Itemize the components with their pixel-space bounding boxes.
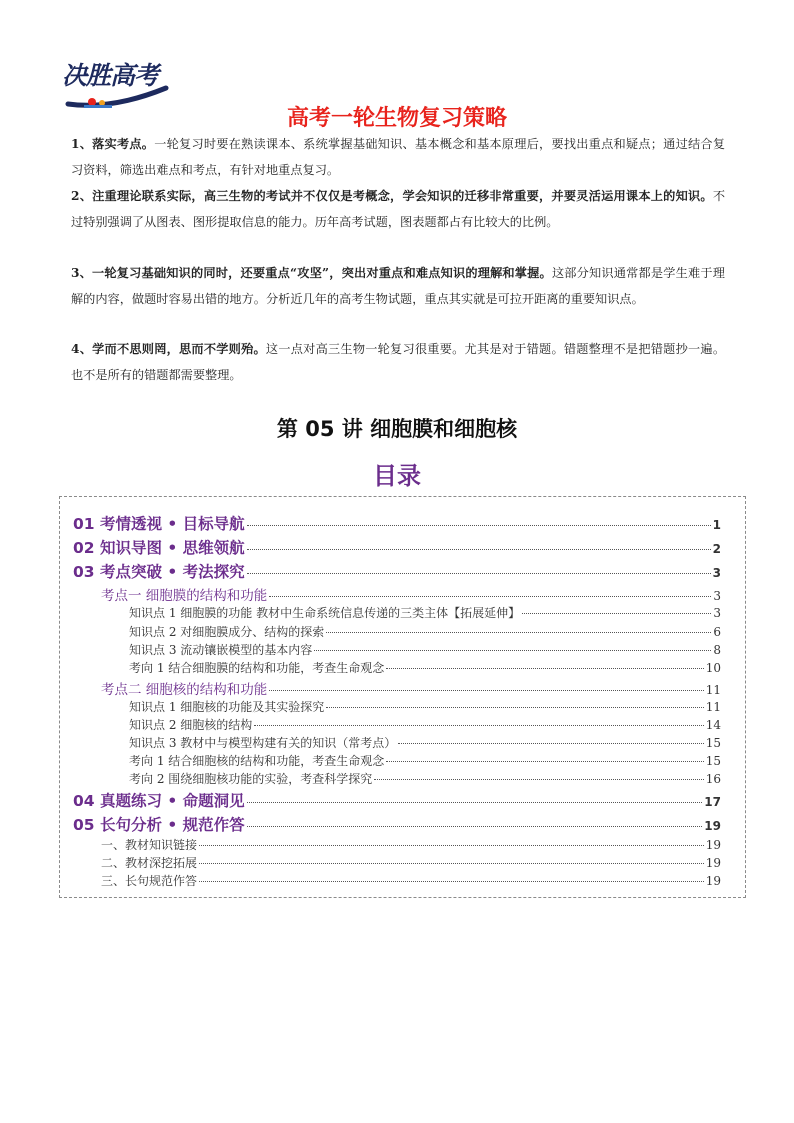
- toc-page: 19: [704, 819, 721, 833]
- toc-leader: [314, 650, 711, 651]
- toc-leader: [398, 743, 703, 744]
- toc-page: 3: [713, 606, 721, 620]
- toc-leader: [199, 863, 704, 864]
- strategy-2-text: 不过特别强调了从图表、图形提取信息的能力。历年高考试题，图表题都占有比较大的比例。: [71, 189, 725, 229]
- toc-page: 10: [705, 661, 721, 675]
- toc-label: 知识点 1 细胞膜的功能 教材中生命系统信息传递的三类主体【拓展延伸】: [129, 606, 521, 620]
- toc-leader: [247, 549, 711, 550]
- toc-entry[interactable]: [101, 872, 721, 889]
- toc-page: 19: [705, 838, 721, 852]
- toc-title: 目录: [373, 462, 421, 490]
- toc-page: 2: [712, 542, 721, 556]
- strategy-1-text: 一轮复习时要在熟读课本、系统掌握基础知识、基本概念和基本原理后，要找出重点和疑点；通过结合复习资料，筛选出难点和考点，有针对地重点复习。: [71, 137, 726, 177]
- strategy-4: [71, 337, 725, 389]
- strategy-3-text: 这部分知识通常都是学生难于理解的内容，做题时容易出错的地方。分析近几年的高考生物试题，重点其实就是可拉开距离的重要知识点。: [71, 266, 725, 306]
- toc-label: 01 考情透视 • 目标导航: [73, 515, 245, 533]
- toc-label: 考点一 细胞膜的结构和功能: [101, 588, 268, 604]
- toc-label: 一、教材知识链接: [101, 838, 198, 852]
- toc-page: 17: [704, 795, 721, 809]
- toc-entry[interactable]: [101, 836, 721, 853]
- toc-label: 二、教材深挖拓展: [101, 856, 198, 870]
- toc-entry[interactable]: [73, 512, 721, 534]
- toc-leader: [269, 596, 711, 597]
- toc-leader: [386, 761, 703, 762]
- toc-page: 11: [705, 683, 721, 697]
- toc-leader: [247, 802, 703, 803]
- toc-entry[interactable]: [129, 659, 721, 676]
- toc-page: 14: [705, 718, 721, 732]
- toc-label: 05 长句分析 • 规范作答: [73, 816, 245, 834]
- toc-entry[interactable]: [129, 641, 721, 658]
- toc-label: 知识点 3 教材中与模型构建有关的知识（常考点）: [129, 736, 397, 750]
- strategy-3: [71, 261, 725, 313]
- strategy-4-text: 这一点对高三生物一轮复习很重要。尤其是对于错题。错题整理不是把错题抄一遍。也不是所有的错题都需要整理。: [71, 342, 726, 382]
- toc-entry[interactable]: [101, 854, 721, 871]
- toc-entry[interactable]: [73, 813, 721, 835]
- toc-leader: [326, 707, 703, 708]
- logo-text: 决胜高考: [62, 61, 159, 90]
- toc-page: 11: [705, 700, 721, 714]
- toc-label: 考向 1 结合细胞膜的结构和功能，考查生命观念: [129, 661, 385, 675]
- toc-leader: [386, 668, 703, 669]
- toc-label: 知识点 3 流动镶嵌模型的基本内容: [129, 643, 313, 657]
- toc-leader: [199, 881, 704, 882]
- page-title: 高考一轮生物复习策略: [286, 106, 507, 131]
- toc-page: 1: [712, 518, 721, 532]
- toc-page: 19: [705, 874, 721, 888]
- toc-leader: [247, 525, 711, 526]
- toc-label: 知识点 1 细胞核的功能及其实验探究: [129, 700, 325, 714]
- toc-label: 知识点 2 细胞核的结构: [129, 718, 253, 732]
- toc-page: 3: [712, 566, 721, 580]
- toc-label: 04 真题练习 • 命题洞见: [73, 792, 245, 810]
- toc-page: 8: [713, 643, 721, 657]
- toc-leader: [254, 725, 703, 726]
- toc-entry[interactable]: [129, 623, 721, 640]
- toc-entry[interactable]: [73, 560, 721, 582]
- toc-label: 三、长句规范作答: [101, 874, 198, 888]
- toc-entry[interactable]: [129, 716, 721, 733]
- toc-page: 15: [705, 754, 721, 768]
- toc-entry[interactable]: [129, 734, 721, 751]
- strategy-1-bold: 1、落实考点。: [71, 137, 155, 151]
- toc-leader: [269, 690, 703, 691]
- toc-entry[interactable]: [129, 698, 721, 715]
- toc-leader: [199, 845, 704, 846]
- toc-entry[interactable]: [73, 536, 721, 558]
- toc-label: 考向 2 围绕细胞核功能的实验，考查科学探究: [129, 772, 373, 786]
- toc-page: 16: [705, 772, 721, 786]
- strategy-2: [71, 184, 725, 236]
- toc-page: 15: [705, 736, 721, 750]
- toc-label: 02 知识导图 • 思维领航: [73, 539, 245, 557]
- strategy-1: [71, 132, 725, 184]
- toc-entry[interactable]: [101, 584, 721, 604]
- strategy-3-bold: 3、一轮复习基础知识的同时，还要重点“攻坚”，突出对重点和难点知识的理解和掌握。: [71, 266, 552, 280]
- toc-page: 6: [713, 625, 721, 639]
- toc-entry[interactable]: [129, 604, 721, 621]
- toc-leader: [374, 779, 703, 780]
- toc-leader: [326, 632, 711, 633]
- toc-label: 知识点 2 对细胞膜成分、结构的探索: [129, 625, 325, 639]
- toc-page: 19: [705, 856, 721, 870]
- toc-leader: [522, 613, 711, 614]
- toc-leader: [247, 826, 703, 827]
- toc-label: 03 考点突破 • 考法探究: [73, 563, 245, 581]
- toc-label: 考点二 细胞核的结构和功能: [101, 682, 268, 698]
- toc-leader: [247, 573, 711, 574]
- lesson-title: 第 05 讲 细胞膜和细胞核: [276, 417, 518, 441]
- strategy-4-bold: 4、学而不思则罔，思而不学则殆。: [71, 342, 266, 356]
- toc-entry[interactable]: [73, 789, 721, 811]
- toc-label: 考向 1 结合细胞核的结构和功能，考查生命观念: [129, 754, 385, 768]
- strategy-2-bold: 2、注重理论联系实际，高三生物的考试并不仅仅是考概念，学会知识的迁移非常重要，并要灵活运用课本上的知识。: [71, 189, 713, 203]
- toc-entry[interactable]: [129, 770, 721, 787]
- toc-entry[interactable]: [101, 678, 721, 698]
- toc-page: 3: [713, 589, 721, 603]
- toc-entry[interactable]: [129, 752, 721, 769]
